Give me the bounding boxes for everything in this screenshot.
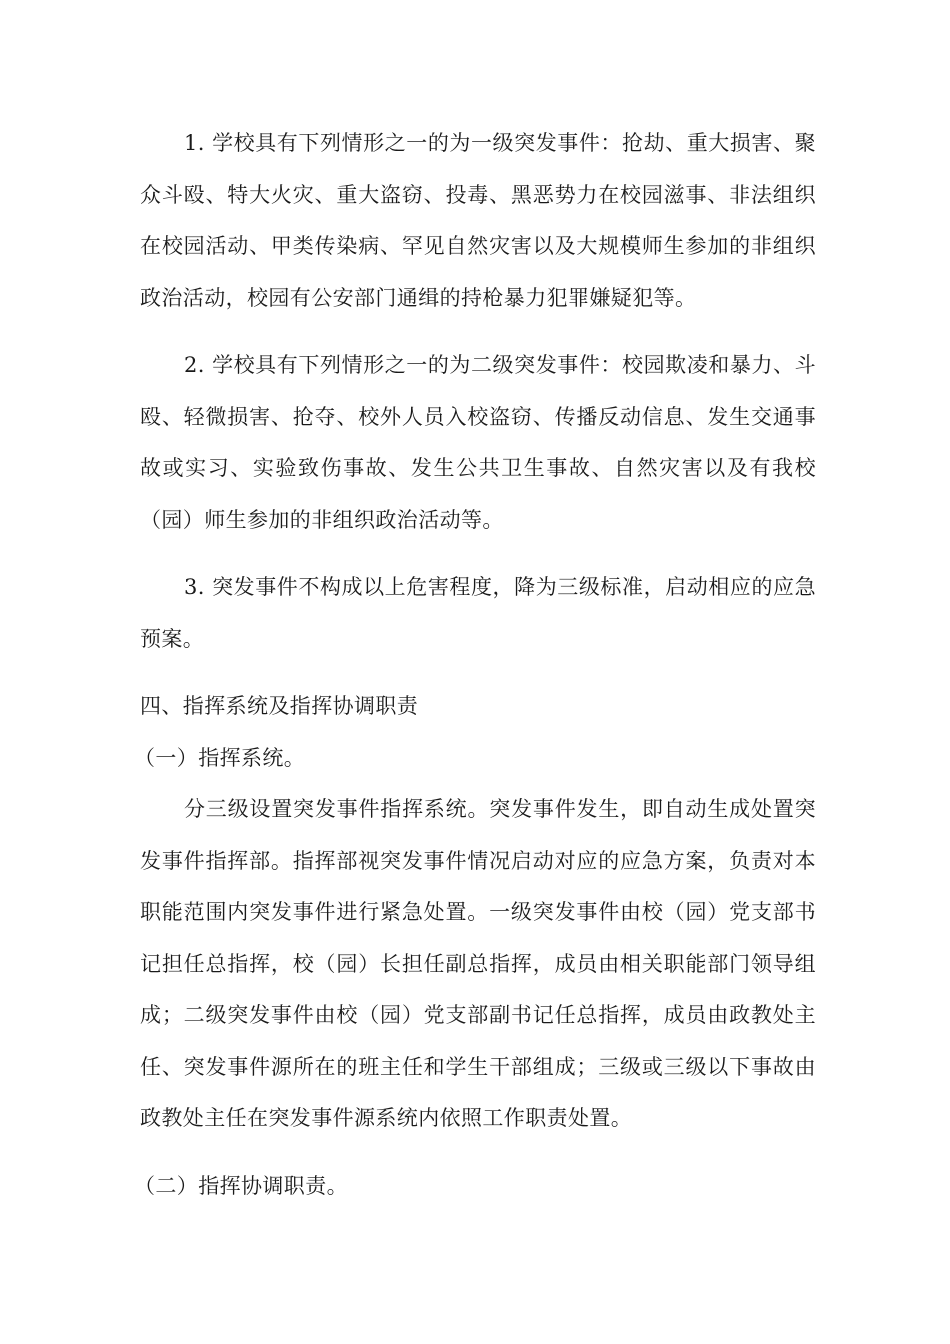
subheading-coordination-duties: （二）指挥协调职责。 [134, 1173, 348, 1198]
subheading-command-system: （一）指挥系统。 [134, 745, 306, 770]
paragraph-level-two-events: 2. 学校具有下列情形之一的为二级突发事件：校园欺凌和暴力、斗殴、轻微损害、抢夺、校外人员入校盗窃、传播反动信息、发生交通事故或实习、实验致伤事故、发生公共卫生事故、自然灾害以及有我校（园）师生参加的非组织政治活动等。 [140, 353, 816, 532]
paragraph-level-one-events: 1. 学校具有下列情形之一的为一级突发事件：抢劫、重大损害、聚众斗殴、特大火灾、重大盗窃、投毒、黑恶势力在校园滋事、非法组织在校园活动、甲类传染病、罕见自然灾害以及大规模师生参加的非组织政治活动，校园有公安部门通缉的持枪暴力犯罪嫌疑犯等。 [140, 131, 816, 310]
section-heading-command-system: 四、指挥系统及指挥协调职责 [140, 694, 419, 718]
paragraph-command-system-details: 分三级设置突发事件指挥系统。突发事件发生，即自动生成处置突发事件指挥部。指挥部视突发事件情况启动对应的应急方案，负责对本职能范围内突发事件进行紧急处置。一级突发事件由校（园）党支部书记担任总指挥，校（园）长担任副总指挥，成员由相关职能部门领导组成；二级突发事件由校（园）党支部副书记任总指挥，成员由政教处主任、突发事件源所在的班主任和学生干部组成；三级或三级以下事故由政教处主任在突发事件源系统内依照工作职责处置。 [140, 797, 816, 1130]
paragraph-level-three-events: 3. 突发事件不构成以上危害程度，降为三级标准，启动相应的应急预案。 [140, 575, 816, 651]
document-body [134, 118, 816, 1212]
